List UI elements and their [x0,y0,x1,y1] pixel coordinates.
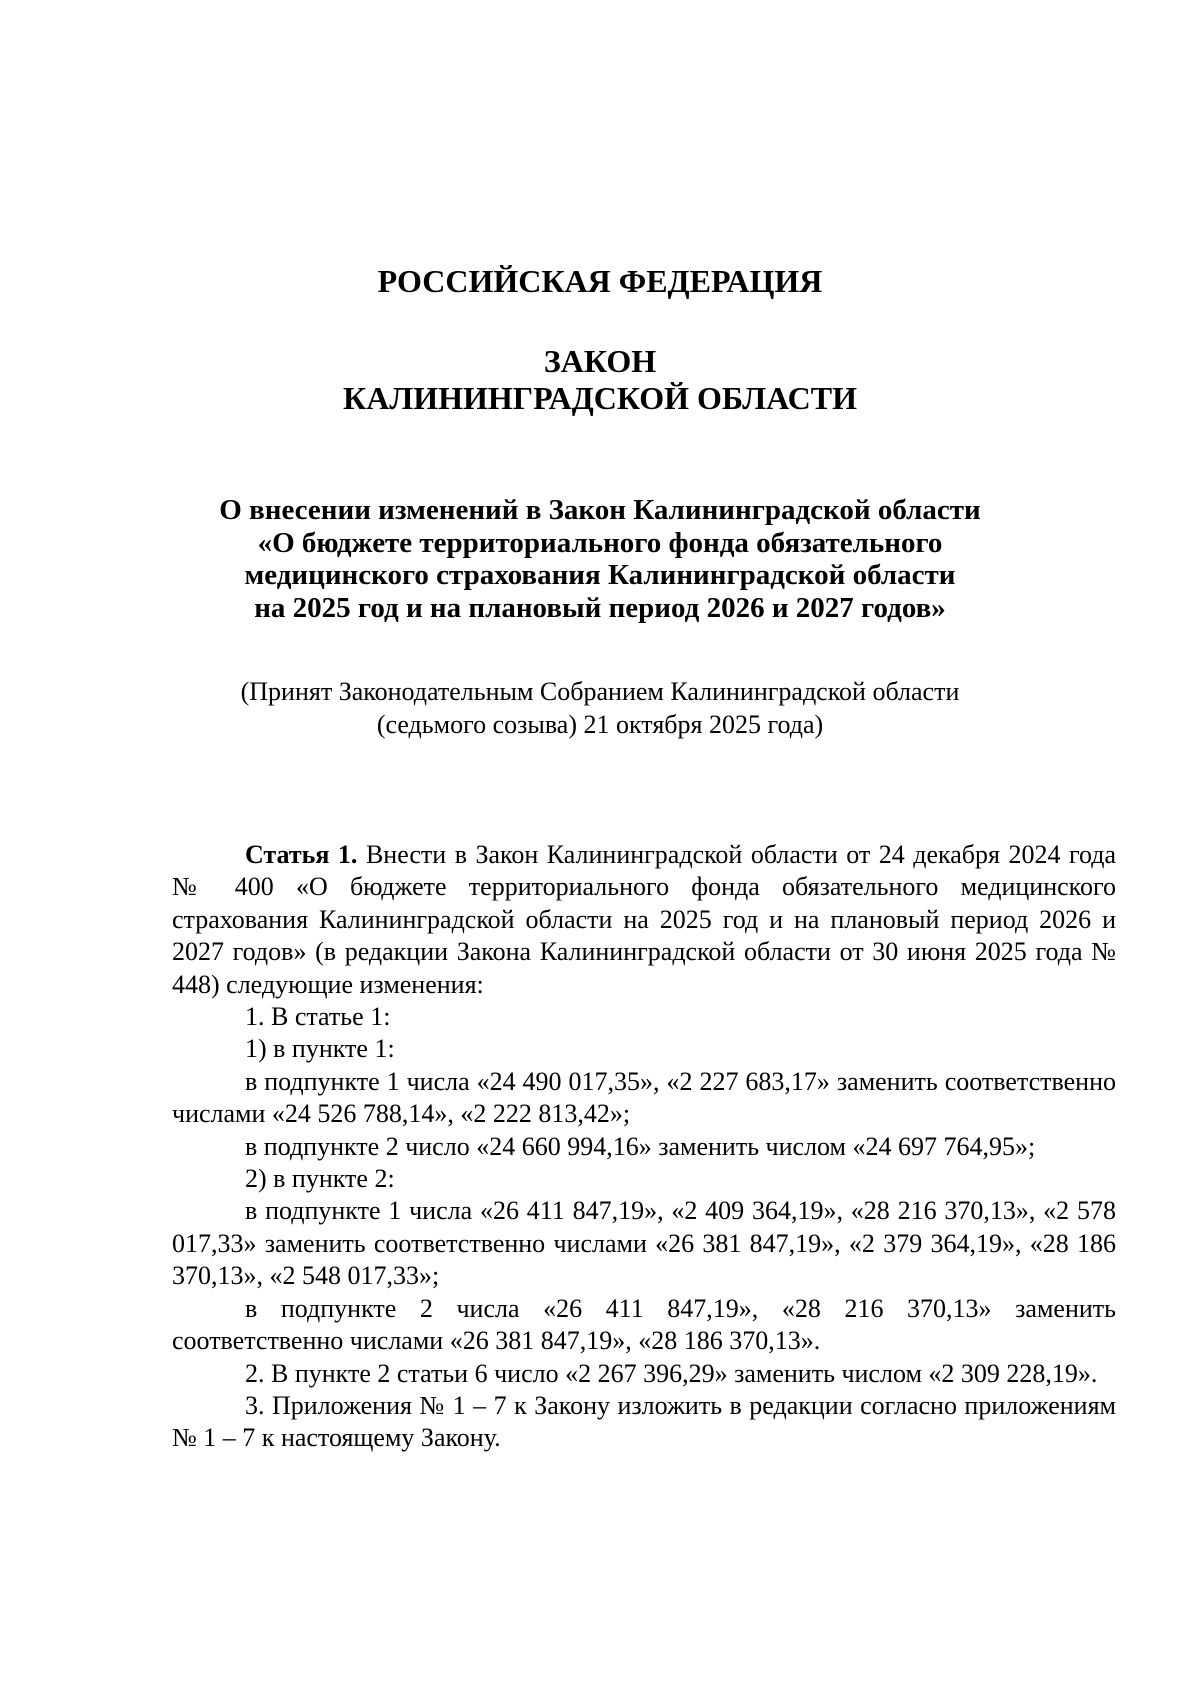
law-title-line: «О бюджете территориального фонда обязательного [257,526,943,559]
adoption-note-line: (седьмого созыва) 21 октября 2025 года) [376,710,824,739]
article-item: 1) в пункте 1: [245,1034,395,1064]
article-item: 3. Приложения № 1 – 7 к Закону изложить в редакции согласно приложениям № 1 – 7 к настоящему Закону. [172,1390,1116,1453]
article-item: в подпункте 2 число «24 660 994,16» заменить числом «24 697 764,95»; [245,1131,1036,1161]
adoption-note [0,675,1200,741]
article-item: в подпункте 1 числа «26 411 847,19», «2 409 364,19», «28 216 370,13», «2 578 017,33» заменить соответственно числами «26 381 847,19», «2 379 364,19», «28 186 370,13», «2 548 017,33»; [172,1196,1116,1291]
law-label: ЗАКОН [543,343,657,379]
law-title-line: на 2025 год и на плановый период 2026 и 2027 годов» [254,591,946,624]
law-title-line: медицинского страхования Калининградской области [244,559,956,591]
article-intro [172,839,1116,1001]
article-item: 2. В пункте 2 статьи 6 число «2 267 396,29» заменить числом «2 309 228,19». [245,1358,1098,1388]
article-item: в подпункте 1 числа «24 490 017,35», «2 227 683,17» заменить соответственно числами «24 526 788,14», «2 222 813,42»; [172,1066,1116,1129]
article-body [172,839,1116,1455]
law-title-line: О внесении изменений в Закон Калининградской области [219,494,981,526]
article-item: 1. В статье 1: [245,1002,391,1032]
region-label: КАЛИНИНГРАДСКОЙ ОБЛАСТИ [343,380,857,416]
country-heading: РОССИЙСКАЯ ФЕДЕРАЦИЯ [377,263,823,299]
law-title [0,494,1200,624]
article-item: 2) в пункте 2: [245,1164,395,1194]
article-intro-text: Внести в Закон Калининградской области от 24 декабря 2024 года № 400 «О бюджете территориального фонда обязательного медицинского страхования Калининградской области на 2025 год и на плановый период 2026 и 2027 годов» (в редакции Закона Калининградской области от 30 июня 2025 года № 448) следующие изменения: [172,840,1116,999]
adoption-note-line: (Принят Законодательным Собранием Калининградской области [240,677,960,706]
article-item: в подпункте 2 числа «26 411 847,19», «28 216 370,13» заменить соответственно числами «26 381 847,19», «28 186 370,13». [172,1293,1116,1356]
law-heading [0,343,1200,417]
article-label: Статья 1. [245,840,358,869]
